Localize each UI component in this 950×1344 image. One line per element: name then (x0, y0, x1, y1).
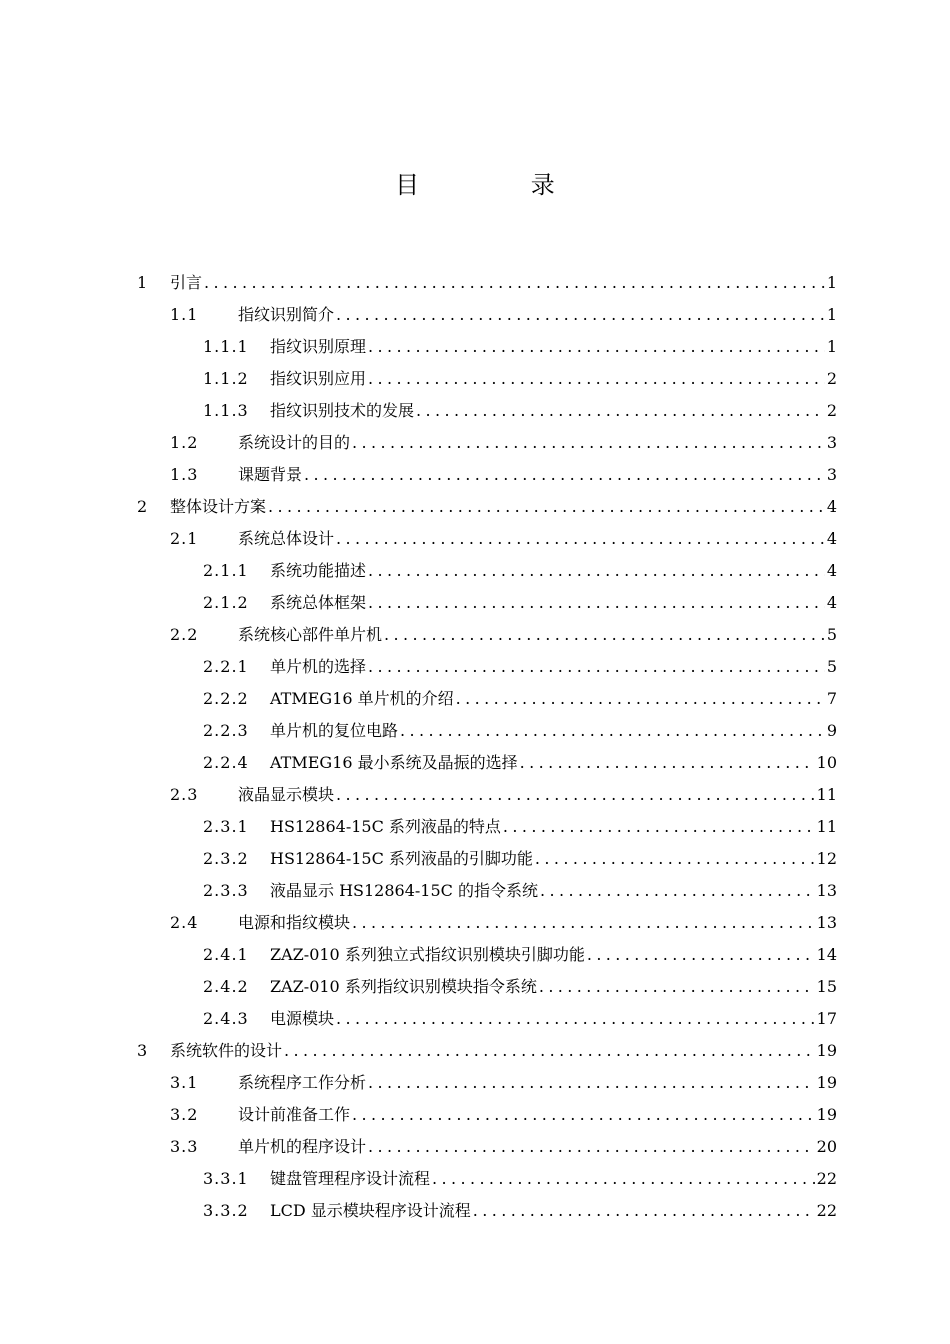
toc-entry[interactable] (203, 1164, 837, 1194)
toc-entry[interactable] (203, 812, 837, 842)
toc-leader (587, 940, 815, 970)
toc-entry[interactable] (170, 524, 837, 554)
toc-leader (304, 460, 825, 490)
toc-number: 3.3.2 (203, 1201, 249, 1220)
toc-page-number: 9 (826, 721, 837, 740)
toc-leader (539, 972, 815, 1002)
toc-number: 2.3 (170, 785, 199, 804)
toc-title: ZAZ-010 系列指纹识别模块指令系统 (270, 977, 537, 996)
toc-title: 电源和指纹模块 (238, 913, 351, 932)
toc-number: 2 (137, 497, 148, 516)
toc-title: 系统程序工作分析 (238, 1073, 367, 1092)
toc-leader (368, 1068, 815, 1098)
toc-number: 3.3.1 (203, 1169, 249, 1188)
toc-page-number: 15 (816, 977, 837, 996)
toc-number: 2.1.2 (203, 593, 249, 612)
toc-page-number: 10 (816, 753, 837, 772)
toc-number: 2.3.2 (203, 849, 249, 868)
toc-leader (352, 908, 815, 938)
toc-title: HS12864-15C 系列液晶的特点 (270, 817, 501, 836)
toc-leader (535, 844, 815, 874)
toc-entry[interactable] (203, 332, 837, 362)
toc-number: 2.4.3 (203, 1009, 249, 1028)
toc-leader (336, 1004, 815, 1034)
toc-entry[interactable] (137, 492, 837, 522)
toc-entry[interactable] (203, 652, 837, 682)
toc-page-number: 12 (816, 849, 837, 868)
toc-leader (503, 812, 815, 842)
toc-title: HS12864-15C 系列液晶的引脚功能 (270, 849, 533, 868)
toc-title: 指纹识别应用 (270, 369, 367, 388)
toc-leader (400, 716, 825, 746)
toc-number: 3.3 (170, 1137, 199, 1156)
toc-title: 液晶显示模块 (238, 785, 335, 804)
toc-leader (204, 268, 825, 298)
toc-number: 3.2 (170, 1105, 199, 1124)
toc-title: 系统核心部件单片机 (238, 625, 383, 644)
toc-entry[interactable] (170, 460, 837, 490)
toc-page-number: 5 (826, 657, 837, 676)
toc-number: 2.4.1 (203, 945, 249, 964)
toc-entry[interactable] (170, 780, 837, 810)
toc-page-number: 14 (816, 945, 837, 964)
toc-title: 键盘管理程序设计流程 (270, 1169, 431, 1188)
toc-number: 1.1.1 (203, 337, 249, 356)
toc-number: 3 (137, 1041, 148, 1060)
toc-leader (336, 524, 825, 554)
toc-entry[interactable] (137, 268, 837, 298)
toc-number: 1.1.2 (203, 369, 249, 388)
toc-title: 电源模块 (270, 1009, 335, 1028)
toc-entry[interactable] (203, 844, 837, 874)
toc-title: 课题背景 (238, 465, 303, 484)
toc-page-number: 19 (816, 1105, 837, 1124)
page-title: 目 录 (395, 171, 607, 199)
toc-title: 系统总体设计 (238, 529, 335, 548)
toc-leader (384, 620, 825, 650)
toc-entry[interactable] (203, 396, 837, 426)
toc-page-number: 11 (816, 785, 837, 804)
toc-title: 指纹识别原理 (270, 337, 367, 356)
toc-leader (432, 1164, 815, 1194)
toc-title: 引言 (170, 273, 203, 292)
toc-leader (284, 1036, 815, 1066)
toc-title: 指纹识别简介 (238, 305, 335, 324)
toc-leader (368, 652, 825, 682)
toc-page-number: 7 (826, 689, 837, 708)
toc-number: 2.2.1 (203, 657, 249, 676)
toc-page-number: 22 (816, 1201, 837, 1220)
toc-title: 系统软件的设计 (170, 1041, 283, 1060)
toc-leader (473, 1196, 815, 1226)
toc-number: 1 (137, 273, 148, 292)
toc-page-number: 5 (826, 625, 837, 644)
toc-entry[interactable] (203, 748, 837, 778)
toc-leader (336, 300, 825, 330)
toc-entry[interactable] (203, 972, 837, 1002)
toc-number: 2.4.2 (203, 977, 249, 996)
toc-entry[interactable] (203, 684, 837, 714)
toc-page-number: 13 (816, 881, 837, 900)
toc-leader (368, 1132, 815, 1162)
toc-page-number: 3 (826, 465, 837, 484)
toc-page-number: 17 (816, 1009, 837, 1028)
toc-title: ATMEG16 单片机的介绍 (270, 689, 454, 708)
toc-entry[interactable] (203, 940, 837, 970)
toc-page-number: 4 (826, 593, 837, 612)
toc-page-number: 11 (816, 817, 837, 836)
toc-number: 2.2.3 (203, 721, 249, 740)
toc-leader (456, 684, 825, 714)
toc-title: 系统设计的目的 (238, 433, 351, 452)
toc-entry[interactable] (170, 1100, 837, 1130)
toc-number: 2.4 (170, 913, 199, 932)
toc-number: 1.1 (170, 305, 199, 324)
toc-entry[interactable] (203, 876, 837, 906)
toc-number: 2.3.1 (203, 817, 249, 836)
toc-page-number: 1 (826, 337, 837, 356)
toc-entry[interactable] (203, 1004, 837, 1034)
toc-title: 系统功能描述 (270, 561, 367, 580)
toc-leader (268, 492, 825, 522)
toc-page-number: 3 (826, 433, 837, 452)
toc-entry[interactable] (170, 1068, 837, 1098)
toc-number: 3.1 (170, 1073, 199, 1092)
toc-leader (416, 396, 825, 426)
toc-number: 2.2.4 (203, 753, 249, 772)
toc-leader (352, 428, 825, 458)
toc-page-number: 22 (816, 1169, 837, 1188)
toc-title: 系统总体框架 (270, 593, 367, 612)
toc-title: 单片机的程序设计 (238, 1137, 367, 1156)
toc-leader (336, 780, 815, 810)
toc-title: 指纹识别技术的发展 (270, 401, 415, 420)
toc-leader (368, 588, 825, 618)
toc-leader (368, 332, 825, 362)
toc-page-number: 4 (826, 497, 837, 516)
toc-page-number: 19 (816, 1073, 837, 1092)
toc-leader (520, 748, 815, 778)
toc-leader (352, 1100, 815, 1130)
toc-entry[interactable] (170, 620, 837, 650)
toc-entry[interactable] (137, 1036, 837, 1066)
toc-number: 2.2.2 (203, 689, 249, 708)
toc-page-number: 4 (826, 561, 837, 580)
toc-page-number: 1 (826, 305, 837, 324)
toc-entry[interactable] (170, 908, 837, 938)
toc-page-number: 2 (826, 369, 837, 388)
toc-leader (540, 876, 815, 906)
toc-entry[interactable] (170, 300, 837, 330)
toc-entry[interactable] (203, 1196, 837, 1226)
toc-entry[interactable] (203, 716, 837, 746)
toc-entry[interactable] (203, 588, 837, 618)
toc-entry[interactable] (203, 364, 837, 394)
toc-title: ZAZ-010 系列独立式指纹识别模块引脚功能 (270, 945, 585, 964)
toc-number: 2.2 (170, 625, 199, 644)
toc-title: 液晶显示 HS12864-15C 的指令系统 (270, 881, 538, 900)
toc-page-number: 13 (816, 913, 837, 932)
toc-entry[interactable] (170, 428, 837, 458)
toc-title: 单片机的复位电路 (270, 721, 399, 740)
toc-page-number: 19 (816, 1041, 837, 1060)
toc-number: 1.3 (170, 465, 199, 484)
toc-title: 整体设计方案 (170, 497, 267, 516)
toc-leader (368, 364, 825, 394)
toc-number: 2.1.1 (203, 561, 249, 580)
toc-title: ATMEG16 最小系统及晶振的选择 (270, 753, 518, 772)
toc-number: 2.3.3 (203, 881, 249, 900)
toc-entry[interactable] (203, 556, 837, 586)
toc-number: 1.1.3 (203, 401, 249, 420)
toc-number: 2.1 (170, 529, 199, 548)
toc-number: 1.2 (170, 433, 199, 452)
toc-page-number: 1 (826, 273, 837, 292)
toc-page-number: 4 (826, 529, 837, 548)
toc-page-number: 20 (816, 1137, 837, 1156)
toc-page-number: 2 (826, 401, 837, 420)
toc-title: LCD 显示模块程序设计流程 (270, 1201, 471, 1220)
toc-title: 设计前准备工作 (238, 1105, 351, 1124)
toc-leader (368, 556, 825, 586)
toc-entry[interactable] (170, 1132, 837, 1162)
toc-title: 单片机的选择 (270, 657, 367, 676)
